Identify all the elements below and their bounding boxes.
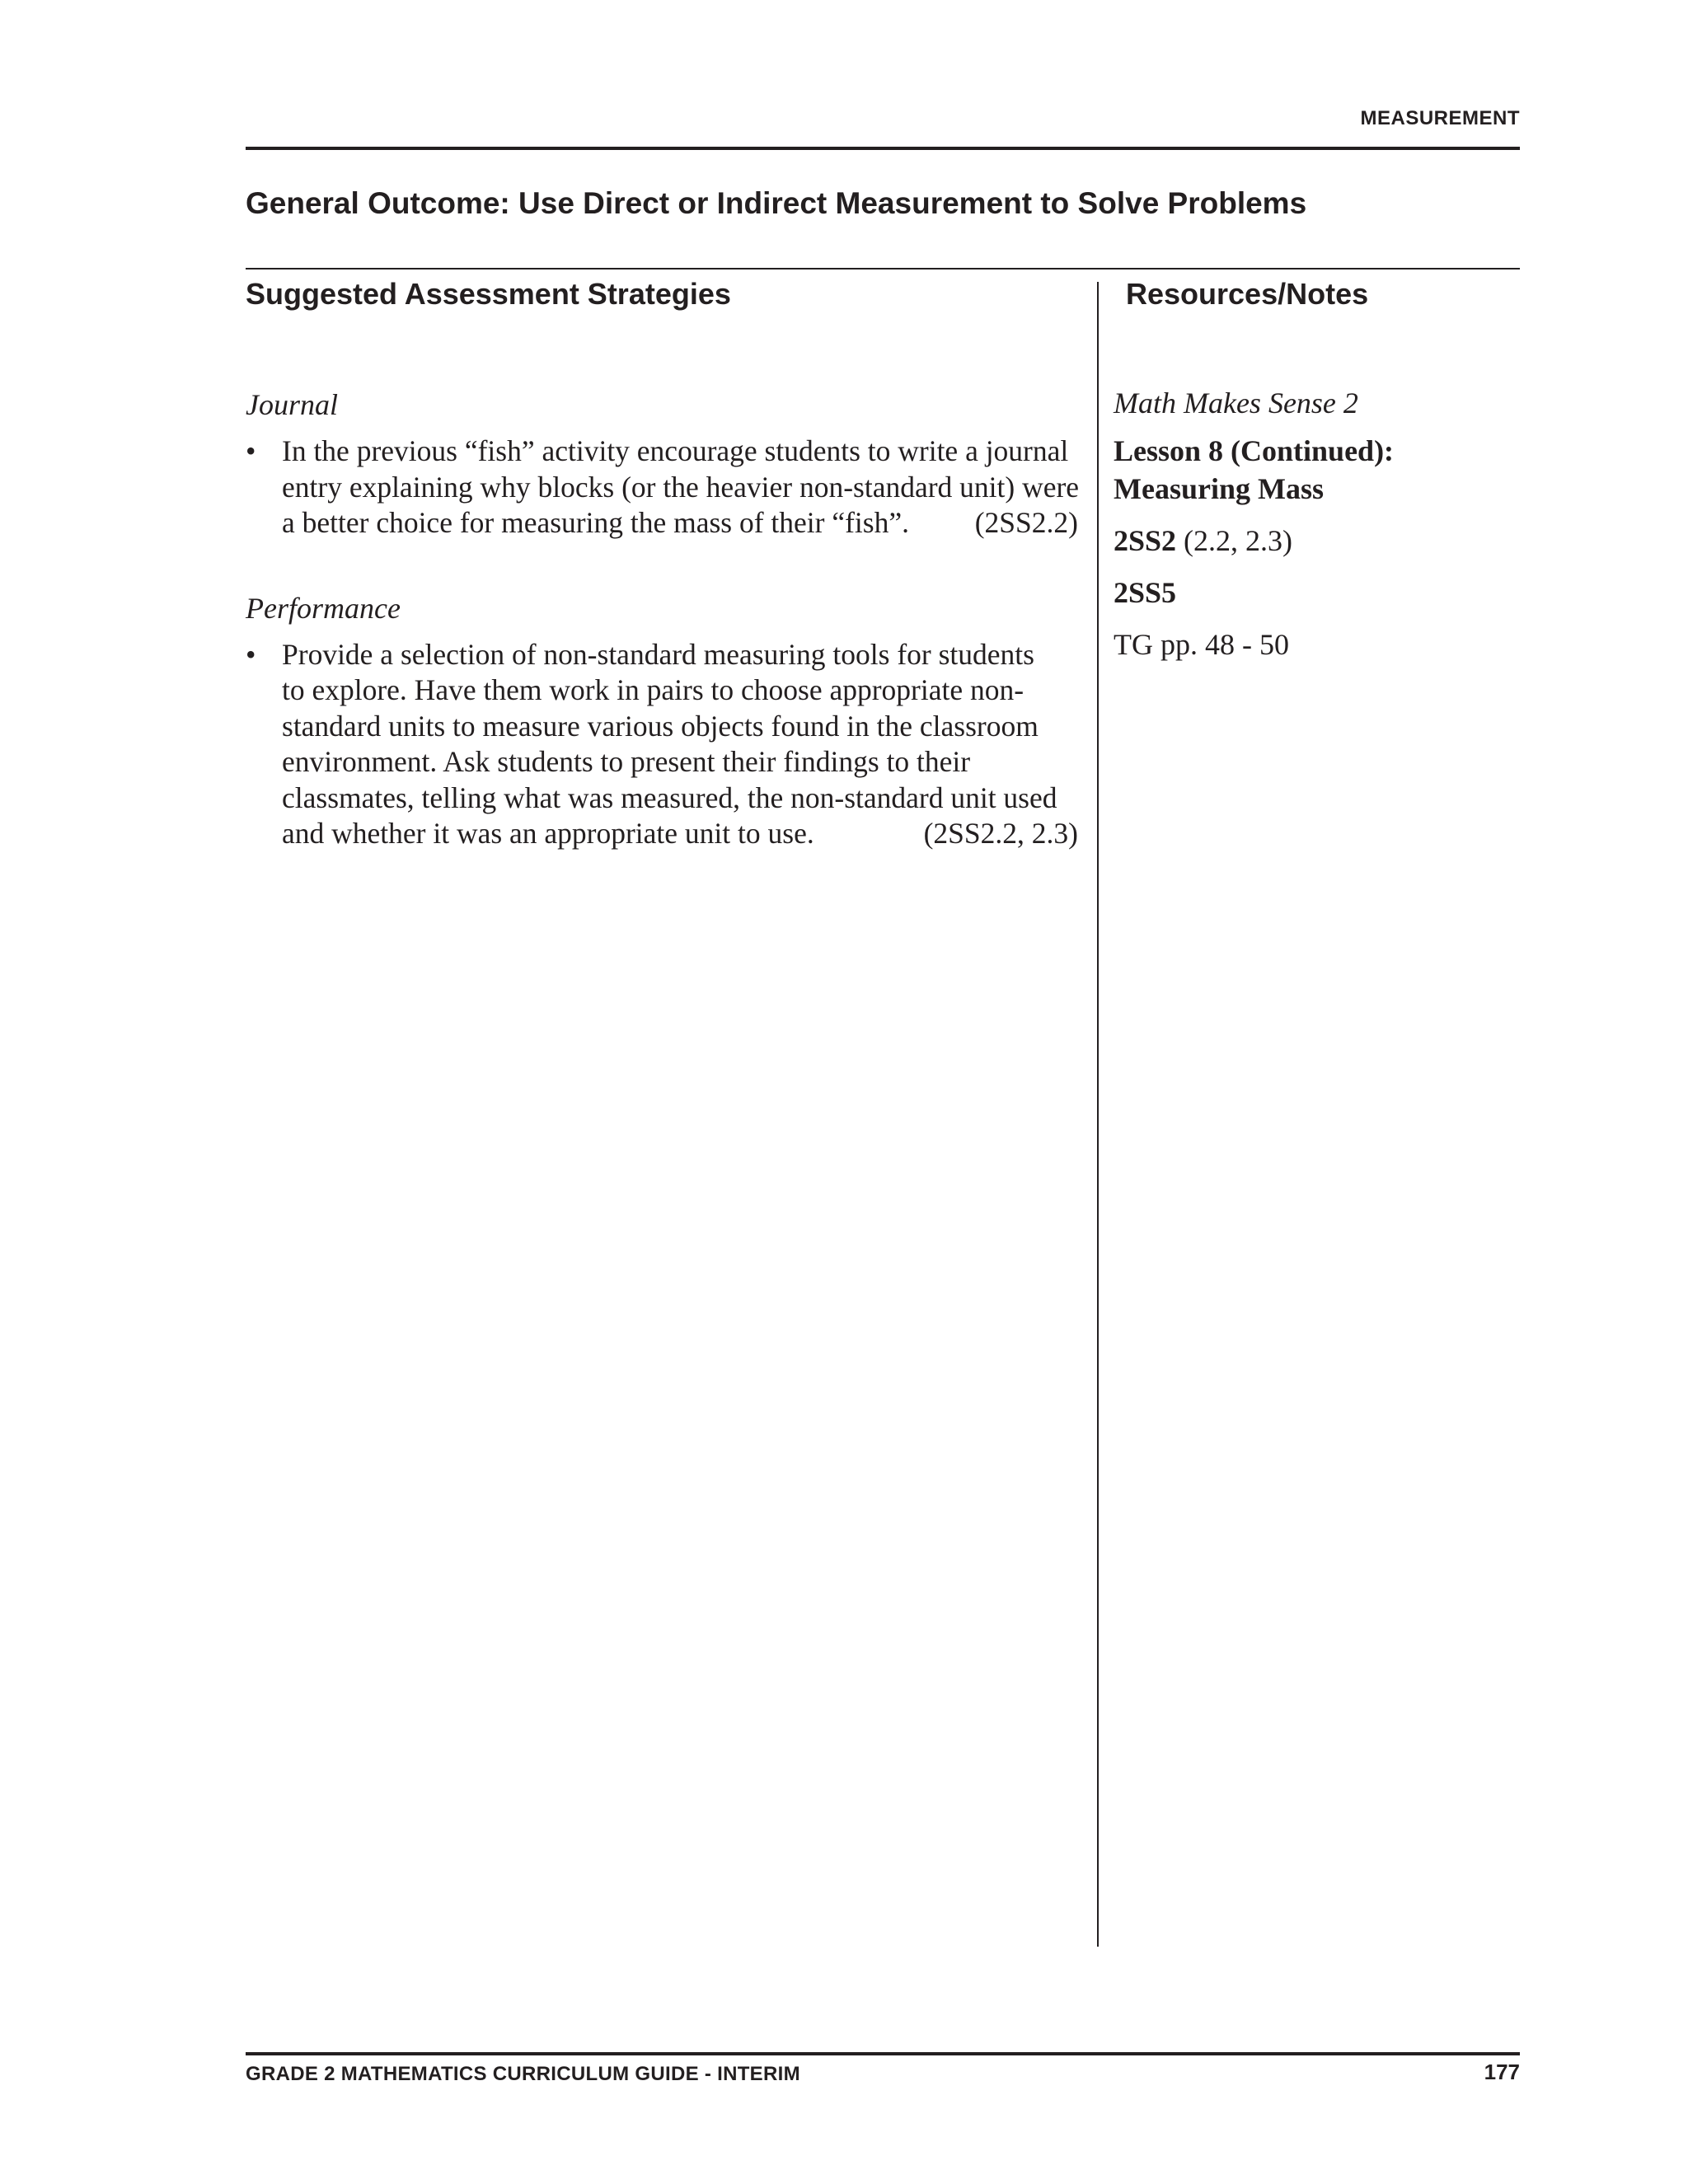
journal-line: a better choice for measuring the mass of their “fish”. xyxy=(282,506,909,539)
journal-heading: Journal xyxy=(246,388,338,421)
footer-rule xyxy=(246,2052,1520,2055)
lesson-title-line: Measuring Mass xyxy=(1114,472,1324,505)
section-label: MEASUREMENT xyxy=(1360,107,1520,129)
journal-line: entry explaining why blocks (or the heavier non-standard unit) were xyxy=(282,470,1080,504)
performance-line: to explore. Have them work in pairs to choose appropriate non- xyxy=(282,673,1025,706)
resource-outcome-2ss5: 2SS5 xyxy=(1114,576,1177,609)
performance-line-with-reference xyxy=(282,816,1078,852)
bullet-icon: • xyxy=(246,434,256,467)
performance-heading: Performance xyxy=(246,591,401,625)
performance-line: and whether it was an appropriate unit to use. xyxy=(282,817,814,850)
performance-bullet-item xyxy=(246,637,1078,852)
general-outcome-title: General Outcome: Use Direct or Indirect Measurement to Solve Problems xyxy=(246,186,1307,220)
lesson-title-line: Lesson 8 (Continued): xyxy=(1114,434,1395,467)
outcome-detail: (2.2, 2.3) xyxy=(1176,524,1293,557)
performance-line: Provide a selection of non-standard measuring tools for students xyxy=(282,637,1034,671)
outcome-code: 2SS2 xyxy=(1114,524,1177,557)
resource-tg-pages: TG pp. 48 - 50 xyxy=(1114,628,1289,661)
performance-reference: (2SS2.2, 2.3) xyxy=(923,817,1078,850)
header-rule xyxy=(246,147,1520,150)
performance-line: standard units to measure various objects found in the classroom xyxy=(282,709,1039,743)
performance-line: classmates, telling what was measured, the non-standard unit used xyxy=(282,780,1057,814)
journal-bullet-item xyxy=(246,434,1078,541)
resource-outcome-2ss2 xyxy=(1114,522,1509,560)
journal-line: In the previous “fish” activity encourage students to write a journal xyxy=(282,434,1069,467)
resources-column xyxy=(1114,384,1509,677)
journal-line-with-reference xyxy=(282,505,1078,541)
assessment-strategies-heading: Suggested Assessment Strategies xyxy=(246,277,731,311)
bullet-icon: • xyxy=(246,637,256,671)
resources-notes-heading: Resources/Notes xyxy=(1126,277,1369,311)
resource-lesson xyxy=(1114,432,1509,508)
journal-reference: (2SS2.2) xyxy=(974,506,1078,539)
footer-title: GRADE 2 MATHEMATICS CURRICULUM GUIDE - INTERIM xyxy=(246,2063,800,2085)
resource-book-title: Math Makes Sense 2 xyxy=(1114,387,1358,419)
column-divider xyxy=(1097,282,1099,1947)
assessment-column xyxy=(246,384,1078,852)
performance-line: environment. Ask students to present their findings to their xyxy=(282,745,971,778)
page-number: 177 xyxy=(1484,2060,1520,2084)
columns-rule xyxy=(246,268,1520,269)
